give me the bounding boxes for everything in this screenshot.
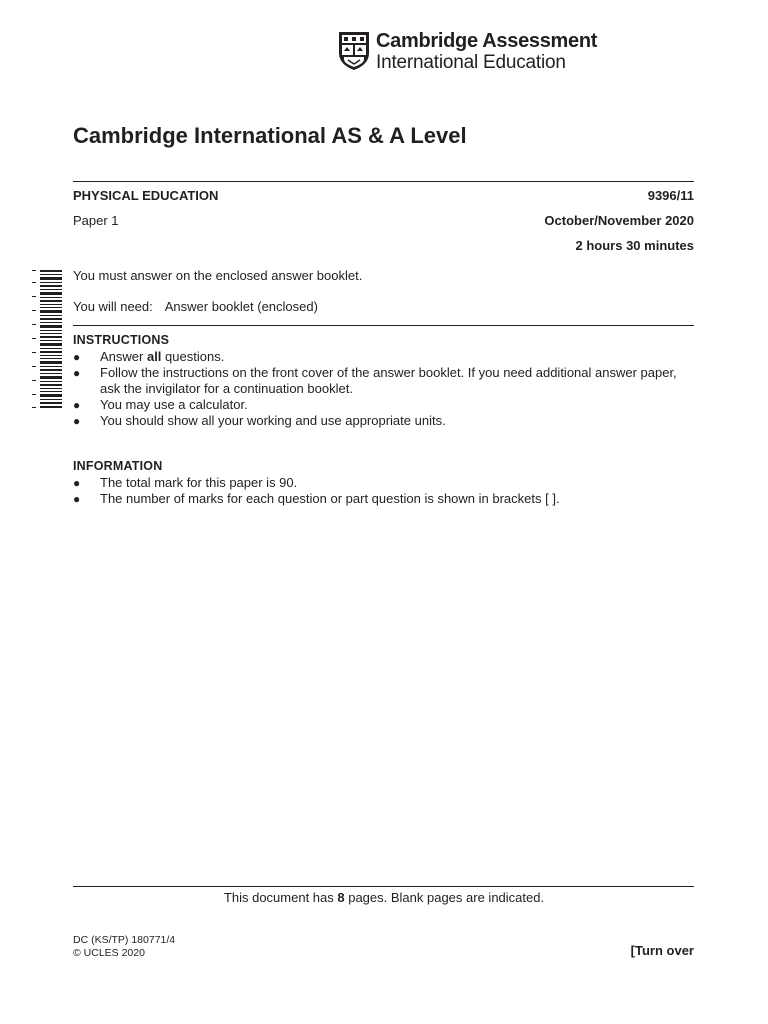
instructions-heading: INSTRUCTIONS: [73, 333, 170, 347]
syllabus-code: 9396/11: [647, 188, 694, 203]
equipment-needed: [73, 299, 318, 314]
candidate-barcode: [30, 270, 62, 410]
subject-name: PHYSICAL EDUCATION: [73, 188, 219, 203]
logo-line-2: International Education: [376, 52, 566, 73]
list-item: ● The total mark for this paper is 90.: [73, 475, 298, 490]
bullet-icon: ●: [73, 350, 81, 364]
barcode-icon: [30, 270, 62, 410]
turn-over-label: [Turn over: [630, 943, 694, 958]
bullet-icon: ●: [73, 492, 81, 506]
dc-code: DC (KS/TP) 180771/4: [73, 934, 176, 946]
paper-number: Paper 1: [73, 213, 119, 228]
list-item: ● You may use a calculator.: [73, 397, 248, 412]
bullet-icon: ●: [73, 398, 81, 412]
cambridge-logo: [338, 31, 597, 73]
shield-crest-icon: [338, 31, 370, 71]
bullet-icon: ●: [73, 414, 81, 428]
document-code: [73, 934, 175, 960]
qualification-title: Cambridge International AS & A Level: [73, 123, 467, 148]
need-label: You will need:: [73, 299, 153, 314]
list-item: ● Follow the instructions on the front cover of the answer booklet. If you need additional answer paper, ask the invigilator for a continuation booklet.: [73, 365, 677, 396]
list-item: ● You should show all your working and use appropriate units.: [73, 413, 446, 428]
information-list: [73, 475, 694, 507]
exam-session: October/November 2020: [544, 213, 694, 228]
header-divider: [73, 181, 694, 182]
bullet-icon: ●: [73, 366, 81, 380]
answer-booklet-note: You must answer on the enclosed answer booklet.: [73, 268, 363, 283]
instructions-list: [73, 349, 694, 429]
exam-duration: 2 hours 30 minutes: [575, 238, 694, 253]
bullet-icon: ●: [73, 476, 81, 490]
page-count-note: This document has 8 pages. Blank pages are indicated.: [223, 890, 545, 905]
list-item: ● The number of marks for each question or part question is shown in brackets [ ].: [73, 491, 560, 506]
logo-line-1: Cambridge Assessment: [376, 30, 598, 52]
list-item: ● Answer all questions.: [73, 349, 225, 364]
copyright: © UCLES 2020: [73, 947, 145, 959]
information-heading: INFORMATION: [73, 459, 163, 473]
need-item: Answer booklet (enclosed): [164, 299, 318, 314]
instructions-divider: [73, 325, 694, 326]
footer-divider: [73, 886, 694, 887]
